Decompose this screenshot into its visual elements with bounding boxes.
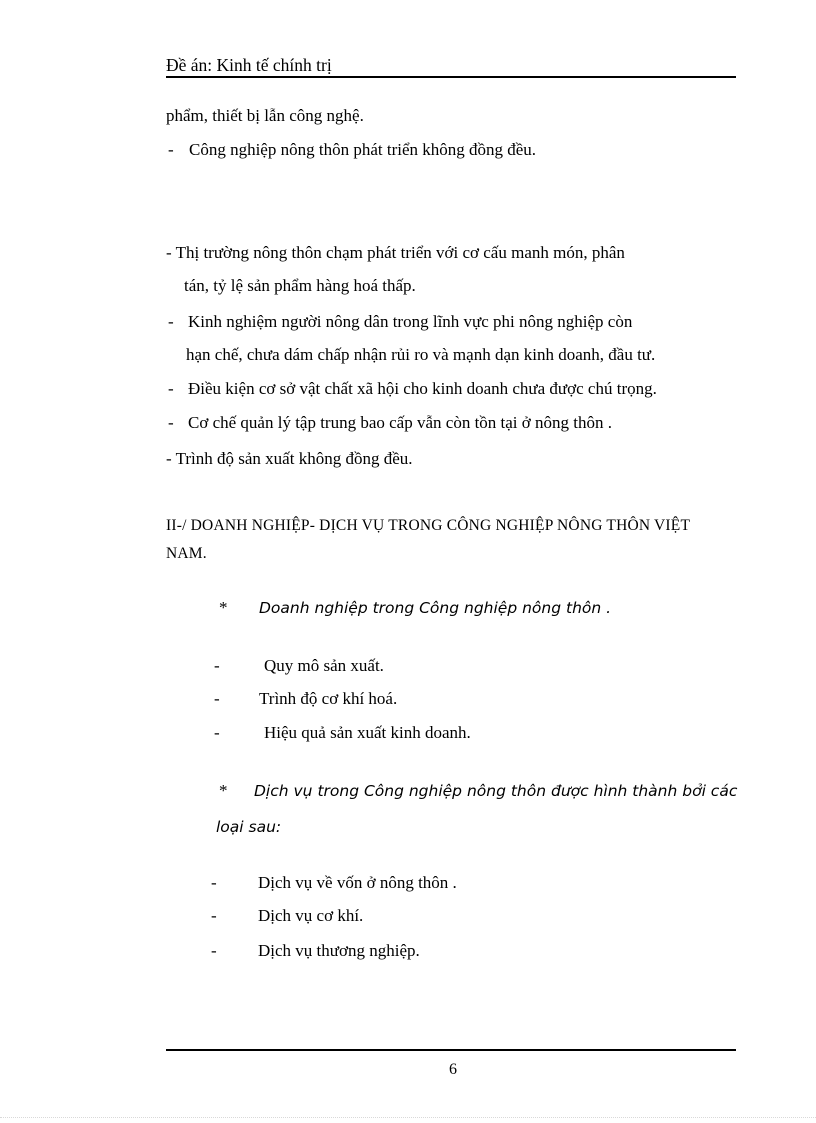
list-item-mechanization: Trình độ cơ khí hoá.: [259, 689, 398, 708]
list-dash: -: [214, 656, 220, 675]
enterprise-title: Doanh nghiệp trong Công nghiệp nông thôn .: [259, 599, 612, 617]
list-dash: -: [214, 723, 220, 742]
bullet-industry-uneven: Công nghiệp nông thôn phát triển không đồng đều.: [189, 140, 537, 159]
list-item-mechanical-service: Dịch vụ cơ khí.: [258, 906, 364, 925]
section-heading-line-2: NAM.: [166, 545, 207, 562]
list-dash: -: [211, 941, 217, 960]
bullet-dash: -: [168, 413, 174, 432]
market-line-2: tán, tỷ lệ sản phẩm hàng hoá thấp.: [184, 276, 416, 295]
footer-rule: [166, 1049, 736, 1051]
list-dash: -: [211, 906, 217, 925]
list-item-capital-service: Dịch vụ về vốn ở nông thôn .: [258, 873, 457, 892]
section-heading-line-1: II-/ DOANH NGHIỆP- DỊCH VỤ TRONG CÔNG NGHIỆP NÔNG THÔN VIỆT: [166, 517, 691, 534]
list-dash: -: [214, 689, 220, 708]
market-line-1: - Thị trường nông thôn chạm phát triển với cơ cấu manh món, phân: [166, 243, 625, 262]
services-star: *: [219, 781, 228, 800]
header-title: Đề án: Kinh tế chính trị: [166, 55, 332, 75]
experience-line-1: Kinh nghiệm người nông dân trong lĩnh vực phi nông nghiệp còn: [188, 312, 633, 331]
production-level-line: - Trình độ sản xuất không đồng đều.: [166, 449, 413, 468]
bullet-dash: -: [168, 140, 174, 159]
header-rule: [166, 76, 736, 78]
list-item-trade-service: Dịch vụ thương nghiệp.: [258, 941, 420, 960]
list-dash: -: [211, 873, 217, 892]
page-bottom-edge: [0, 1117, 816, 1118]
services-title-line-2: loại sau:: [216, 818, 282, 836]
mechanism-line: Cơ chế quản lý tập trung bao cấp vẫn còn tồn tại ở nông thôn .: [188, 413, 612, 432]
list-item-scale: Quy mô sản xuất.: [264, 656, 384, 675]
services-title-line-1: Dịch vụ trong Công nghiệp nông thôn được hình thành bởi các: [254, 782, 738, 800]
bullet-dash: -: [168, 312, 174, 331]
infrastructure-line: Điều kiện cơ sở vật chất xã hội cho kinh doanh chưa được chú trọng.: [188, 379, 657, 398]
body-line-products: phẩm, thiết bị lẫn công nghệ.: [166, 106, 364, 125]
page-number: 6: [449, 1061, 457, 1078]
enterprise-star: *: [219, 598, 228, 617]
bullet-dash: -: [168, 379, 174, 398]
list-item-efficiency: Hiệu quả sản xuất kinh doanh.: [264, 723, 471, 742]
experience-line-2: hạn chế, chưa dám chấp nhận rủi ro và mạnh dạn kinh doanh, đầu tư.: [186, 345, 656, 364]
